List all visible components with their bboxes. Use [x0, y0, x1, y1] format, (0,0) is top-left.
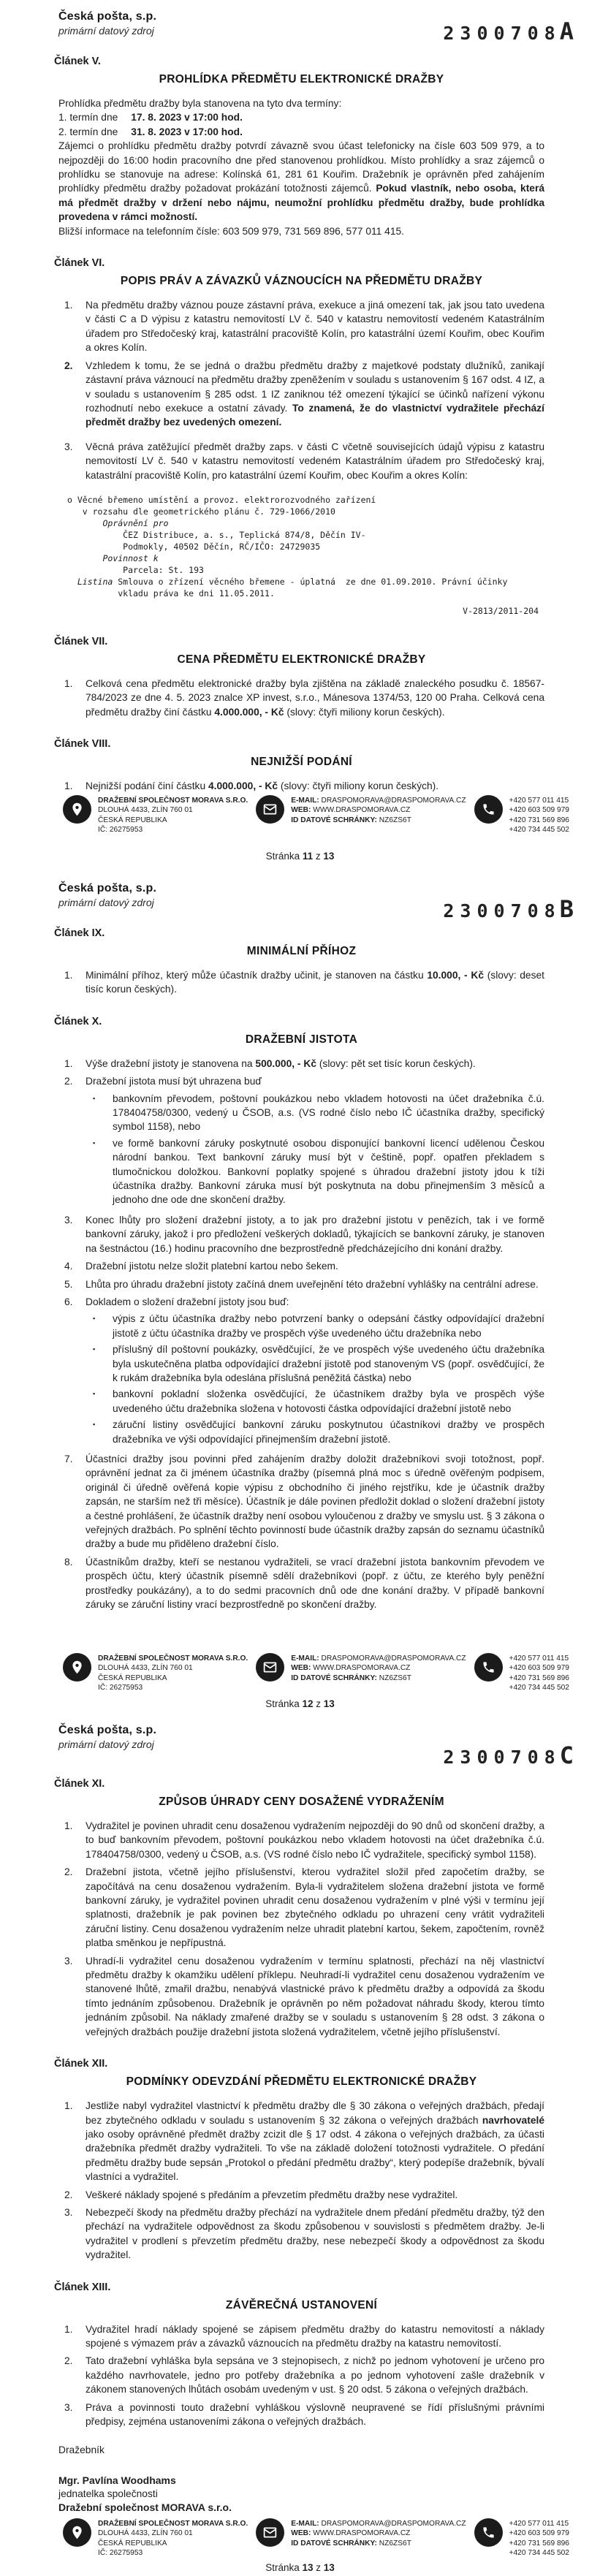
document-page-1	[0, 0, 600, 873]
footer-databox-label: ID DATOVÉ SCHRÁNKY:	[291, 816, 377, 824]
footer-web-label: WEB:	[291, 1664, 311, 1673]
signatory-company: Dražební společnost MORAVA s.r.o.	[58, 2501, 232, 2514]
footer-databox-label: ID DATOVÉ SCHRÁNKY:	[291, 2539, 377, 2547]
article-label: Článek IX.	[54, 927, 105, 939]
list-item-number: 2.	[64, 1076, 73, 1087]
list-item	[64, 1259, 544, 1273]
bullet-text: bankovním převodem, poštovní poukázkou nebo vkladem hotovosti na účet dražebníka č.ú. 178404758/0300, vedený u ČSOB, a.s. (VS rodné číslo nebo IČ účastníka dražby, specifický symbol 1158), nebo	[113, 1093, 544, 1133]
phone-icon	[474, 1653, 503, 1682]
footer-company-name: DRAŽEBNÍ SPOLEČNOST MORAVA S.R.O.	[98, 796, 248, 805]
paragraph: Zájemci o prohlídku předmětu dražby potvrdí závazně svou účast telefonicky na čísle 603 509 979, a to nejpozději do 16:00 hodin pracovního dne před stanovenou prohlídkou. Místo prohlídky a sraz zájemců o prohlídku se stanovuje na adrese: Kolínská 61, 281 61 Kouřim. Dražebník je oprávněn před zahájením prohlídky předmětu dražby požadovat prokázání totožnosti zájemců. Pokud vlastník, nebo osoba, která má předmět dražby v držení nebo nájmu, neumožní prohlídku předmětu dražby, bude prohlídka provedena v rámci možností.	[58, 140, 545, 223]
bullet-marker: ▪	[93, 1390, 96, 1398]
term-date: 17. 8. 2023 v 17:00 hod.	[131, 112, 243, 124]
footer-phone: +420 731 569 896	[509, 816, 569, 824]
list-item	[64, 1452, 544, 1551]
article-title: ZÁVĚREČNÁ USTANOVENÍ	[225, 2298, 378, 2311]
footer-address-line: ČESKÁ REPUBLIKA	[98, 2539, 167, 2547]
company-name: Česká pošta, s.p.	[58, 882, 157, 894]
cadastral-record-line: v rozsahu dle geometrického plánu č. 729-1066/2010	[67, 506, 335, 517]
footer-databox-label: ID DATOVÉ SCHRÁNKY:	[291, 1673, 377, 1682]
signatory-name: Mgr. Pavlína Woodhams	[58, 2474, 176, 2487]
article-title: PROHLÍDKA PŘEDMĚTU ELEKTRONICKÉ DRAŽBY	[159, 73, 444, 86]
bullet-item	[93, 1136, 544, 1207]
cadastral-record-line: Listina Smlouva o zřízení věcného břemene - úplatná ze dne 01.09.2010. Právní účinky	[77, 576, 508, 587]
cadastral-record-line: Parcela: St. 193	[67, 564, 204, 575]
article-xi	[54, 1778, 544, 2039]
footer-phones	[474, 795, 569, 835]
list-item-text: Nejnižší podání činí částku 4.000.000, - Kč (slovy: čtyři miliony korun českých).	[86, 780, 439, 792]
list-item-number: 6.	[64, 1296, 73, 1307]
numbered-list	[58, 1057, 544, 1612]
footer-phone: +420 734 445 502	[509, 1684, 569, 1692]
list-item-text: Dražební jistotu nelze složit platební kartou nebo šekem.	[86, 1261, 338, 1272]
footer-company-id: IČ: 26275953	[98, 826, 143, 835]
article-title: POPIS PRÁV A ZÁVAZKŮ VÁZNOUCÍCH NA PŘEDMĚTU DRAŽBY	[120, 275, 483, 288]
list-item	[64, 968, 544, 997]
cadastral-record-line: vkladu práva ke dni 11.05.2011.	[67, 588, 275, 599]
footer-email: DRASPOMORAVA@DRASPOMORAVA.CZ	[321, 796, 466, 805]
list-item-text: Vydražitel je povinen uhradit cenu dosaženou vydražením nejpozději do 90 dnů od skončení dražby, a to buď bankovním převodem, poštovní poukázkou nebo vkladem hotovosti na účet dražebníka č.ú. 178404758/0300, vedený u ČSOB, a.s. (VS rodné číslo nebo IČ vydražitele, specifický symbol 1158).	[86, 1820, 544, 1860]
article-title: PODMÍNKY ODEVZDÁNÍ PŘEDMĚTU ELEKTRONICKÉ DRAŽBY	[126, 2075, 477, 2089]
bullet-marker: ▪	[93, 1315, 96, 1323]
list-item	[64, 1555, 544, 1612]
list-item-number: 2.	[64, 1866, 73, 1878]
bullet-marker: ▪	[93, 1421, 96, 1429]
stamp-digits: 2300708	[443, 900, 561, 922]
list-item-text: Dokladem o složení dražební jistoty jsou buď:	[86, 1296, 289, 1307]
list-item-text: Účastníci dražby jsou povinni před zahájením dražby doložit dražebníkovi svoji totožnost, popř. oprávnění jednat za či jménem účastníka dražby (písemná plná moc s úředně ověřeným podpisem, originál či úředně ověřená kopie výpisu z obchodního či jiného rejstříku, kde je účastník dražby zapsán, ne starším než tři měsíce). Účastník je dále povinen předložit doklad o složení dražební jistoty a čestné prohlášení, že účastník dražby není osobou vyloučenou z dražby ve smyslu ust. § 3 zákona o veřejných dražbách. Po splnění těchto povinností bude účastník dražby zapsán do seznamu účastníků dražby a bude mu přiděleno dražební číslo.	[86, 1453, 544, 1550]
article-vii	[54, 635, 544, 719]
cadastral-record-line: ČEZ Distribuce, a. s., Teplická 874/8, Děčín IV-	[67, 529, 366, 540]
footer-address-line: ČESKÁ REPUBLIKA	[98, 1673, 167, 1682]
numbered-list	[58, 298, 544, 482]
footer-phones	[474, 1653, 569, 1693]
data-source-tagline: primární datový zdroj	[58, 1739, 154, 1750]
list-item-text: Dražební jistota, včetně jejího příslušenství, kterou vydražitel složil před započetím dražby, se započítává na cenu dosaženou vydražením. Byla-li vydražitelem složena dražební jistota ve formě bankovní záruky, je vydražitel povinen uhradit cenu dosaženou vydražením v plné výši v termínu její splatnosti, dražebník je pak povinen bez zbytečného odkladu po uhrazení ceny vrátit vydražiteli záruční listiny. Cenu dosaženou vydražením nelze uhradit platební kartou, šekem, započtením, rovněž platba směnkou je nepřípustná.	[86, 1866, 544, 1949]
footer-phone: +420 734 445 502	[509, 826, 569, 835]
footer-company	[63, 1653, 248, 1693]
data-source-tagline: primární datový zdroj	[58, 897, 154, 908]
page-number: Stránka 13 z 13	[265, 2562, 335, 2573]
footer-phone: +420 731 569 896	[509, 1673, 569, 1682]
list-item	[64, 1819, 544, 1861]
article-viii	[54, 738, 544, 793]
bullet-item	[93, 1387, 544, 1416]
list-item	[64, 1213, 544, 1255]
cadastral-record-line: o Věcné břemeno umístění a provoz. elektrorozvodného zařízení	[67, 494, 376, 505]
signatory-title: jednatelka společnosti	[58, 2488, 158, 2500]
bullet-text: záruční listiny osvědčující bankovní záruku poskytnutou účastníkovi dražby ve prospěch dražebníka ve výši odpovídající přinejmenším dražební jistotě.	[113, 1419, 544, 1445]
cadastral-record-line: Povinnost k	[102, 552, 159, 563]
list-item	[64, 298, 544, 355]
signatory-role: Dražebník	[58, 2444, 105, 2456]
list-item	[64, 1057, 544, 1071]
cadastral-record-reference: V-2813/2011-204	[463, 605, 539, 616]
list-item-number: 1.	[64, 970, 73, 981]
stamp-letter: A	[559, 18, 574, 45]
bullet-text: bankovní pokladní složenka osvědčující, že účastníkem dražby byla ve prospěch výše uvedeného účtu dražebníka složena v hotovosti částka odpovídající dražební jistotě nebo	[113, 1388, 544, 1414]
stamp-number	[443, 1741, 574, 1769]
list-item-number: 3.	[64, 2206, 73, 2218]
footer-email: DRASPOMORAVA@DRASPOMORAVA.CZ	[321, 1654, 466, 1663]
location-pin-icon	[63, 1653, 91, 1682]
bullet-item	[93, 1418, 544, 1446]
page-footer	[63, 795, 569, 835]
list-item-number: 1.	[64, 1057, 73, 1069]
stamp-digits: 2300708	[443, 1747, 561, 1768]
bullet-marker: ▪	[93, 1139, 96, 1147]
list-item-text: Práva a povinnosti touto dražební vyhláškou výslovně neupravené se řídí příslušnými právními předpisy, zejména ustanoveními zákona o veřejných dražbách.	[86, 2401, 544, 2427]
list-item-text: Vydražitel hradí náklady spojené se zápisem předmětu dražby do katastru nemovitostí a náklady spojené s výmazem práv a závazků váznoucích na předmětu dražby na katastru nemovitostí.	[86, 2323, 544, 2349]
list-item-text: Lhůta pro úhradu dražební jistoty začíná dnem uveřejnění této dražební vyhlášky na centrální adrese.	[86, 1278, 539, 1290]
bullet-list	[86, 1092, 544, 1207]
list-item-text: Konec lhůty pro složení dražební jistoty, a to jak pro dražební jistotu v penězích, tak i ve formě bankovní záruky, jakož i pro předložení veškerých dokladů, týkajících se bankovní záruky, je stanoven na šestnáctou (16.) hodinu pracovního dne bezprostředně předcházejícího dni konání dražby.	[86, 1214, 544, 1254]
list-item-number: 5.	[64, 1278, 73, 1290]
numbered-list	[58, 2099, 544, 2262]
page-number: Stránka 11 z 13	[265, 851, 335, 862]
company-name: Česká pošta, s.p.	[58, 10, 157, 23]
list-item	[64, 779, 544, 793]
footer-databox: NZ6ZS6T	[379, 2539, 411, 2547]
list-item-number: 1.	[64, 2100, 73, 2112]
list-item-number: 3.	[64, 1214, 73, 1226]
viewing-term-1	[58, 110, 544, 124]
list-item-text: Veškeré náklady spojené s předáním a převzetím předmětu dražby nese vydražitel.	[86, 2189, 458, 2200]
article-title: DRAŽEBNÍ JISTOTA	[245, 1033, 358, 1046]
bullet-marker: ▪	[93, 1094, 96, 1102]
phone-icon	[474, 795, 503, 824]
article-label: Článek XII.	[54, 2058, 108, 2070]
page-footer	[63, 1653, 569, 1693]
data-source-tagline: primární datový zdroj	[58, 25, 154, 37]
footer-email: DRASPOMORAVA@DRASPOMORAVA.CZ	[321, 2519, 466, 2528]
bullet-item	[93, 1312, 544, 1340]
footer-email-label: E-MAIL:	[291, 2519, 319, 2528]
list-item-number: 3.	[64, 2401, 73, 2413]
footer-phones	[474, 2518, 569, 2558]
list-item	[64, 677, 544, 719]
list-item	[64, 2354, 544, 2396]
term-label: 2. termín dne	[58, 126, 118, 137]
list-item-text: Celková cena předmětu elektronické dražby byla zjištěna na základě znaleckého posudku č. 18567-784/2023 ze dne 4. 5. 2023 znalce XP invest, s.r.o., Mánesova 1374/53, 120 00 Praha. Celková cena předmětu dražby činí částku 4.000.000, - Kč (slovy: čtyři miliony korun českých).	[86, 677, 544, 718]
article-ix	[54, 927, 545, 997]
list-item-text: Na předmětu dražby váznou pouze zástavní práva, exekuce a jiná omezení tak, jak jsou tato uvedena v části C a D výpisu z katastru nemovitostí LV č. 540 v katastru nemovitostí vedeném Katastrálním úřadem pro Středočeský kraj, katastrální pracoviště Kolín, pro katastrální území Kouřim, obec Kouřim a okres Kolín.	[86, 300, 544, 354]
envelope-icon	[256, 795, 284, 824]
article-label: Článek VI.	[54, 257, 105, 270]
list-item-number: 1.	[64, 1820, 73, 1831]
numbered-list	[58, 2322, 544, 2429]
article-label: Článek XI.	[54, 1778, 105, 1790]
list-item-text: Věcná práva zatěžující předmět dražby zaps. v části C včetně souvisejících údajů výpisu z katastru nemovitostí LV č. 540 v katastru nemovitostí vedeném Katastrálním úřadem pro Středočeský kraj, katastrální pracoviště Kolín, pro katastrální území Kouřim, obec Kouřim a okres Kolín:	[86, 441, 544, 481]
footer-company-id: IČ: 26275953	[98, 1684, 143, 1692]
stamp-letter: B	[559, 895, 574, 923]
location-pin-icon	[63, 2518, 91, 2547]
footer-phone: +420 577 011 415	[509, 796, 569, 805]
footer-company-name: DRAŽEBNÍ SPOLEČNOST MORAVA S.R.O.	[98, 2519, 248, 2528]
stamp-letter: C	[559, 1741, 574, 1769]
article-label: Článek VII.	[54, 635, 108, 647]
signature-block	[58, 2444, 544, 2513]
article-title: CENA PŘEDMĚTU ELEKTRONICKÉ DRAŽBY	[177, 653, 426, 666]
footer-web-label: WEB:	[291, 806, 311, 815]
list-item-text: Jestliže nabyl vydražitel vlastnictví k předmětu dražby dle § 30 zákona o veřejných dražbách, předají bez zbytečného odkladu v souladu s ustanovením § 32 zákona o veřejných dražbách navrhovatelé jako osoby oprávněné předmět dražby zcizit dle § 17 odst. 4 zákona o veřejných dražbách, za účasti dražebníka předmět dražby vydražiteli. To vše na základě doložení totožnosti vydražitele. O předání předmětu dražby bude sepsán „Protokol o předání předmětu dražby“, který podepíše dražebník, bývalí vlastníci a vydražitel.	[86, 2100, 544, 2183]
list-item-text: Výše dražební jistoty je stanovena na 500.000, - Kč (slovy: pět set tisíc korun českých).	[86, 1057, 476, 1069]
article-label: Článek V.	[54, 56, 101, 67]
list-item-number: 1.	[64, 2323, 73, 2335]
bullet-marker: ▪	[93, 1345, 96, 1353]
footer-company	[63, 2518, 248, 2558]
article-label: Článek VIII.	[54, 738, 111, 751]
footer-address-line: DLOUHÁ 4433, ZLÍN 760 01	[98, 2529, 193, 2538]
footer-contact	[256, 795, 466, 826]
stamp-number	[443, 18, 574, 45]
paragraph: Bližší informace na telefonním čísle: 603 509 979, 731 569 896, 577 011 415.	[58, 225, 404, 237]
list-item-text: Účastníkům dražby, kteří se nestanou vydražiteli, se vrací dražební jistota bankovním převodem ve prospěch účtu, který účastník písemně sdělí dražebníkovi (popř. z účtu, ze kterého byly peněžní prostředky poukázány), a to do sedmi pracovních dnů ode dne konání dražby. V případě bankovní záruky se záruční listiny vrací bezprostředně po skončení dražby.	[86, 1556, 544, 1611]
list-item-number: 2.	[64, 360, 73, 371]
article-title: NEJNIŽŠÍ PODÁNÍ	[251, 756, 352, 769]
article-label: Článek X.	[54, 1015, 102, 1027]
company-name: Česká pošta, s.p.	[58, 1724, 157, 1736]
footer-contact	[256, 1653, 466, 1684]
article-title: MINIMÁLNÍ PŘÍHOZ	[246, 945, 357, 957]
bullet-text: ve formě bankovní záruky poskytnuté osobou disponující bankovní licencí udělenou Českou národní bankou. Text bankovní záruky musí být v češtině, popř. opatřen překladem s tlumočnickou doložkou. Bankovní poplatky spojené s úhradou dražební jistoty jdou k tíži účastníka dražby. Bankovní záruka musí být poskytnuta na dobu přinejmenším 3 měsíců a jednoho dne ode dne skončení dražby.	[113, 1137, 544, 1206]
list-item-number: 2.	[64, 2355, 73, 2367]
list-item-number: 2.	[64, 2189, 73, 2200]
article-vi	[54, 257, 544, 617]
paragraph: Prohlídka předmětu dražby byla stanovena na tyto dva termíny:	[58, 98, 342, 109]
article-v	[54, 56, 545, 238]
footer-company-id: IČ: 26275953	[98, 2549, 143, 2558]
list-item	[64, 1277, 544, 1291]
list-item-number: 7.	[64, 1453, 73, 1464]
list-item-number: 1.	[64, 300, 73, 311]
article-x	[54, 1015, 544, 1612]
viewing-term-2	[58, 125, 544, 139]
list-item-text: Dražební jistota musí být uhrazena buď	[86, 1076, 262, 1087]
list-item	[64, 2401, 544, 2429]
stamp-number	[443, 895, 574, 923]
stamp-digits: 2300708	[443, 23, 561, 44]
footer-address-line: DLOUHÁ 4433, ZLÍN 760 01	[98, 806, 193, 815]
cadastral-record-line: Oprávnění pro	[102, 517, 169, 528]
list-item-text: Minimální příhoz, který může účastník dražby učinit, je stanoven na částku 10.000, - Kč (slovy: deset tisíc korun českých).	[86, 970, 545, 995]
footer-databox: NZ6ZS6T	[379, 1673, 411, 1682]
footer-contact	[256, 2518, 466, 2549]
list-item	[64, 1954, 544, 2039]
envelope-icon	[256, 1653, 284, 1682]
list-item-number: 8.	[64, 1556, 73, 1568]
cadastral-record-block	[67, 494, 544, 617]
footer-address-line: DLOUHÁ 4433, ZLÍN 760 01	[98, 1664, 193, 1673]
footer-phone: +420 734 445 502	[509, 2549, 569, 2558]
term-label: 1. termín dne	[58, 112, 118, 124]
list-item	[64, 1295, 544, 1448]
footer-phone: +420 603 509 979	[509, 806, 569, 815]
list-item	[64, 440, 544, 482]
list-item	[64, 2188, 544, 2202]
list-item	[64, 2205, 544, 2262]
footer-email-label: E-MAIL:	[291, 1654, 319, 1663]
numbered-list	[58, 1819, 544, 2039]
list-item-number: 3.	[64, 1955, 73, 1967]
footer-web: WWW.DRASPOMORAVA.CZ	[313, 1664, 411, 1673]
footer-address-line: ČESKÁ REPUBLIKA	[98, 816, 167, 824]
article-xiii	[54, 2281, 544, 2429]
bullet-list	[86, 1312, 544, 1446]
footer-phone: +420 577 011 415	[509, 2519, 569, 2528]
bullet-item	[93, 1342, 544, 1385]
article-label: Článek XIII.	[54, 2281, 111, 2293]
location-pin-icon	[63, 795, 91, 824]
footer-databox: NZ6ZS6T	[379, 816, 411, 824]
list-item-number: 1.	[64, 780, 73, 792]
footer-phone: +420 731 569 896	[509, 2539, 569, 2547]
page-number: Stránka 12 z 13	[265, 1698, 335, 1709]
document-page-3	[0, 1714, 600, 2576]
list-item-text: Tato dražební vyhláška byla sepsána ve 3 stejnopisech, z nichž po jednom vyhotovení je určeno pro každého navrhovatele, jedno pro potřeby dražebníka a po jednom vyhotovení zašle dražebník v zákonem stanovených lhůtách osobám uvedeným v ust. § 20 odst. 5 zákona o veřejných dražbách.	[86, 2355, 544, 2395]
list-item	[64, 2099, 544, 2184]
footer-web: WWW.DRASPOMORAVA.CZ	[313, 2529, 411, 2538]
page-footer	[63, 2518, 569, 2558]
footer-company-name: DRAŽEBNÍ SPOLEČNOST MORAVA S.R.O.	[98, 1654, 248, 1663]
cadastral-record-line: Podmokly, 40502 Děčín, RČ/IČO: 24729035	[67, 541, 321, 552]
footer-phone: +420 603 509 979	[509, 2529, 569, 2538]
list-item-text: Vzhledem k tomu, že se jedná o dražbu předmětu dražby z majetkové podstaty dlužníků, zanikají zástavní práva váznoucí na předmětu dražby zpeněžením v souladu s ustanovením § 167 odst. 4 IZ, a v souladu s ustanovením § 285 odst. 1 IZ zaniknou též omezení týkající se účinků nařízení výkonu rozhodnutí nebo exekuce a ostatní závady. To znamená, že do vlastnictví vydražitele přechází předmět dražby bez uvedených omezení.	[86, 360, 544, 428]
footer-web-label: WEB:	[291, 2529, 311, 2538]
bullet-item	[93, 1092, 544, 1134]
document-page-2	[0, 873, 600, 1714]
term-date: 31. 8. 2023 v 17:00 hod.	[131, 126, 243, 137]
footer-web: WWW.DRASPOMORAVA.CZ	[313, 806, 411, 815]
footer-phone: +420 603 509 979	[509, 1664, 569, 1673]
bullet-text: příslušný díl poštovní poukázky, osvědčující, že ve prospěch výše uvedeného účtu dražebníka byla uskutečněna platba odpovídající dražební jistotě pod stanoveným VS (popř. osvědčující, že k rukám dražebníka byla odeslána příslušná peněžitá částka) nebo	[113, 1344, 544, 1383]
list-item-number: 1.	[64, 677, 73, 689]
list-item	[64, 359, 544, 430]
bullet-text: výpis z účtu účastníka dražby nebo potvrzení banky o odepsání částky odpovídající dražební jistotě z účtu účastníka dražby ve prospěch výše uvedeného účtu dražebníka nebo	[113, 1313, 544, 1339]
list-item-number: 3.	[64, 441, 73, 452]
footer-phone: +420 577 011 415	[509, 1654, 569, 1663]
list-item	[64, 1865, 544, 1950]
envelope-icon	[256, 2518, 284, 2547]
list-item	[64, 1074, 544, 1209]
footer-email-label: E-MAIL:	[291, 796, 319, 805]
footer-company	[63, 795, 248, 835]
list-item-number: 4.	[64, 1261, 73, 1272]
article-xii	[54, 2058, 544, 2262]
article-title: ZPŮSOB ÚHRADY CENY DOSAŽENÉ VYDRAŽENÍM	[159, 1796, 444, 1808]
list-item-text: Nebezpečí škody na předmětu dražby přechází na vydražitele dnem předání předmětu dražby, týž den přechází na vydražitele odpovědnost za škodu způsobenou v souvislosti s předmětem dražby. Je-li vydražitel v prodlení s převzetím předmětu dražby, nese nebezpečí škody a odpovědnost za škodu vydražitel.	[86, 2206, 544, 2261]
list-item	[64, 2322, 544, 2351]
list-item-text: Uhradí-li vydražitel cenu dosaženou vydražením v termínu splatnosti, přechází na něj vlastnictví předmětu dražby k okamžiku udělení příklepu. Neuhradí-li vydražitel cenu dosaženou vydražením ve stanovené lhůtě, zmařil dražbu, nenabývá vlastnické právo k předmětu dražby a odpovídá za škodu tímto jednáním způsobenou. Dražebník je oprávněn po něm požadovat náhradu škody, kterou tímto jednáním způsobil. Na náklady zmařené dražby se v souladu s ustanovením § 28 odst. 3 zákona o veřejných dražbách použije dražební jistota složená vydražitelem, včetně jejího příslušenství.	[86, 1955, 544, 2037]
phone-icon	[474, 2518, 503, 2547]
